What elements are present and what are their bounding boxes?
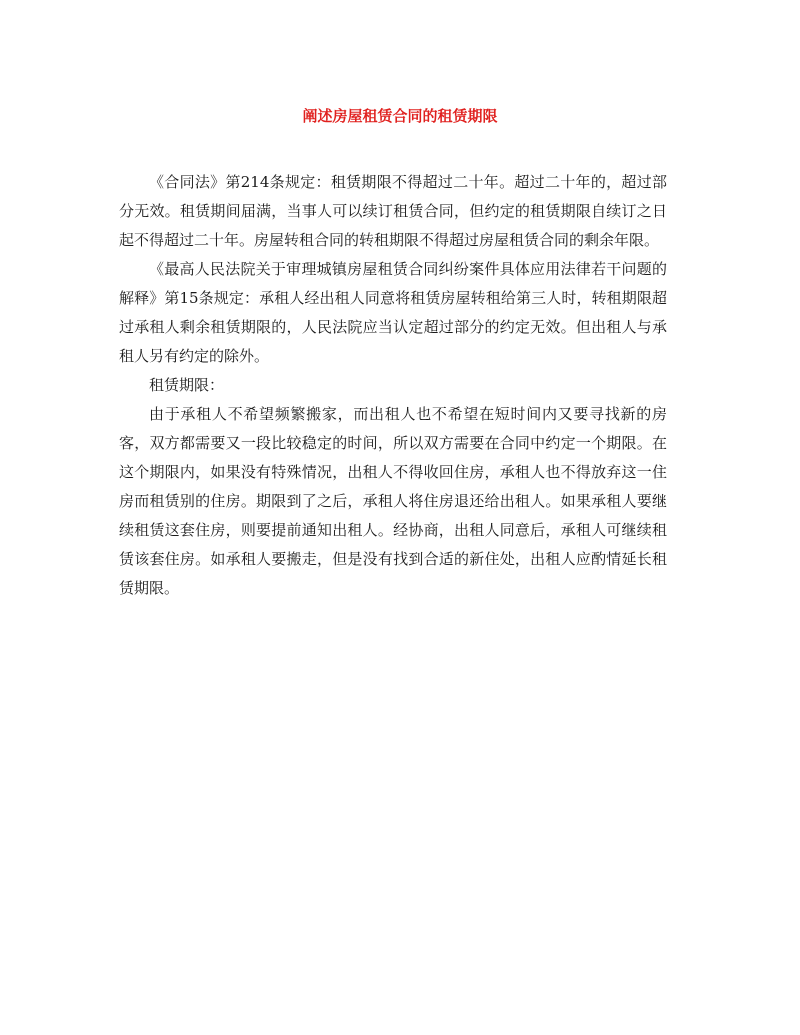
paragraph-lease-term-heading: 租赁期限： <box>149 376 225 394</box>
paragraph-contract-law: 《合同法》第214条规定：租赁期限不得超过二十年。超过二十年的，超过部分无效。租赁期间届满，当事人可以续订租赁合同，但约定的租赁期限自续订之日起不得超过二十年。房屋转租合同的转租期限不得超过房屋租赁合同的剩余年限。 <box>119 173 667 249</box>
document-body <box>119 168 667 603</box>
paragraph-lease-term-explanation: 由于承租人不希望频繁搬家，而出租人也不希望在短时间内又要寻找新的房客，双方都需要又一段比较稳定的时间，所以双方需要在合同中约定一个期限。在这个期限内，如果没有特殊情况，出租人不得收回住房，承租人也不得放弃这一住房而租赁别的住房。期限到了之后，承租人将住房退还给出租人。如果承租人要继续租赁这套住房，则要提前通知出租人。经协商，出租人同意后，承租人可继续租赁该套住房。如承租人要搬走，但是没有找到合适的新住处，出租人应酌情延长租赁期限。 <box>119 405 667 597</box>
paragraph-judicial-interpretation: 《最高人民法院关于审理城镇房屋租赁合同纠纷案件具体应用法律若干问题的解释》第15条规定：承租人经出租人同意将租赁房屋转租给第三人时，转租期限超过承租人剩余租赁期限的，人民法院应当认定超过部分的约定无效。但出租人与承租人另有约定的除外。 <box>119 260 667 365</box>
document-title: 阐述房屋租赁合同的租赁期限 <box>302 107 498 125</box>
